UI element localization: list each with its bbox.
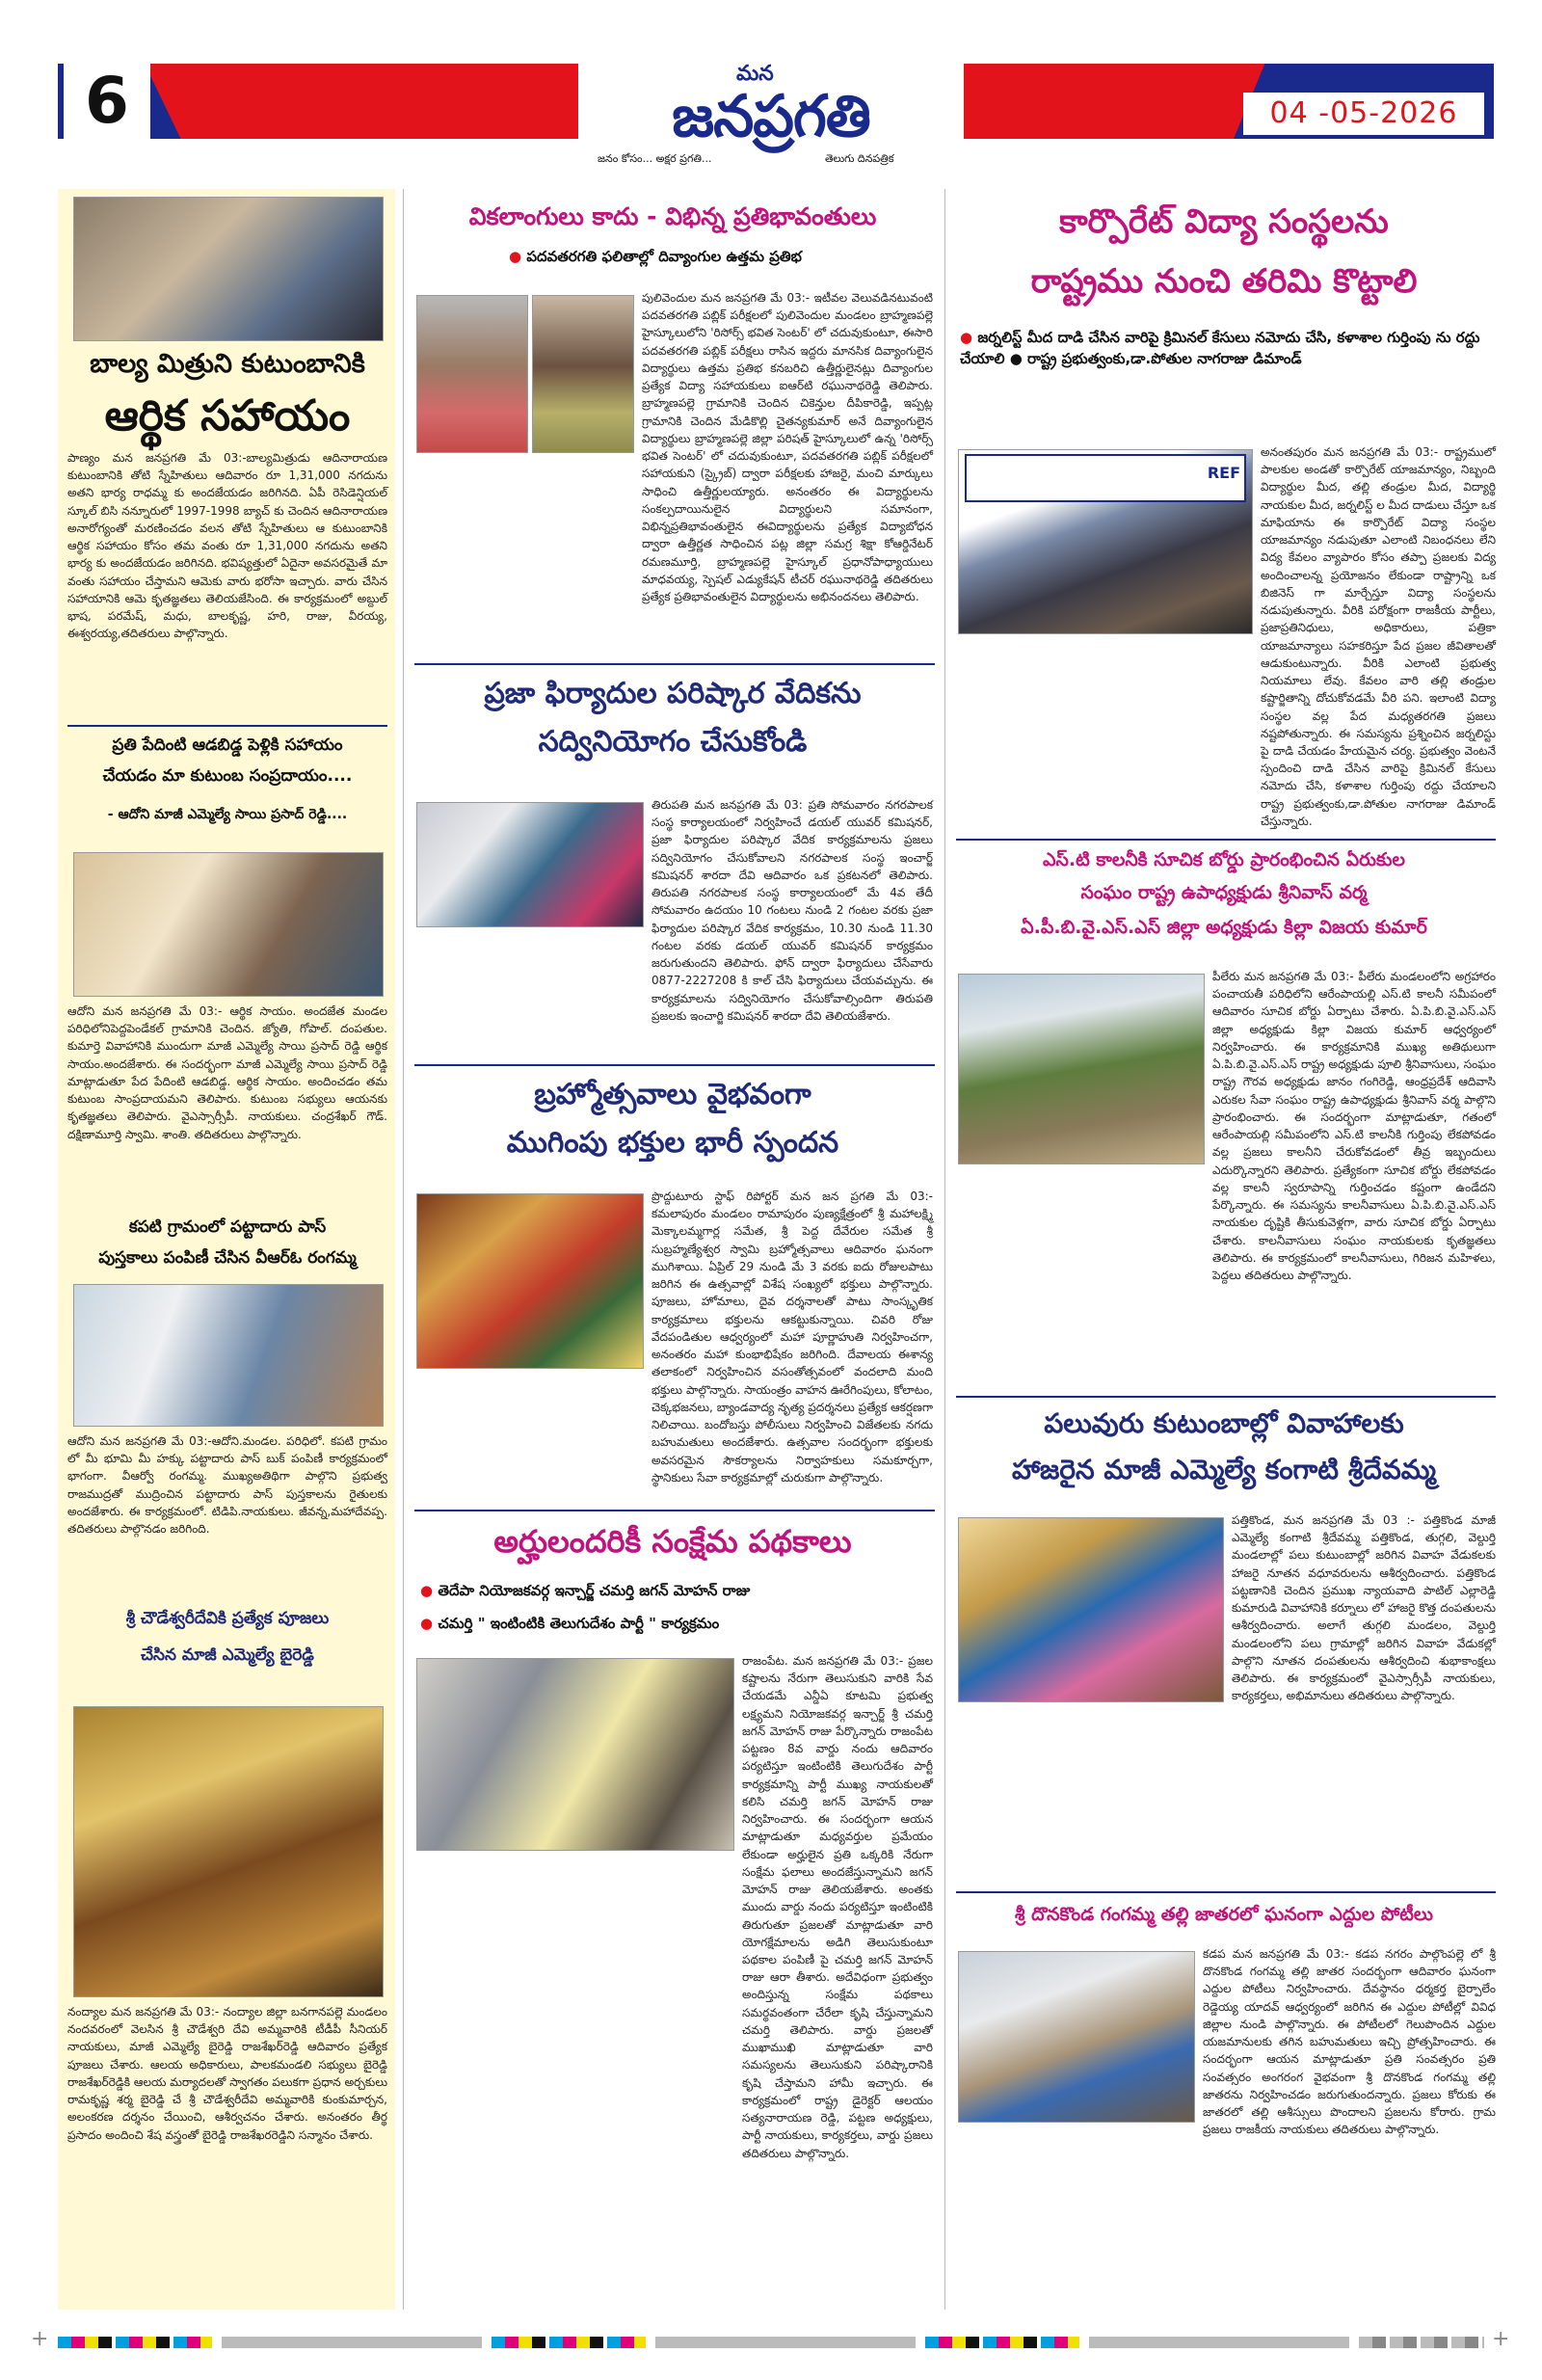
banner-text: REF (1207, 464, 1240, 482)
headline: బ్రహ్మోత్సవాలు వైభవంగా (534, 1078, 811, 1111)
sub-headline-text: పదవతరగతి ఫలితాల్లో దివ్యాంగుల ఉత్తమ ప్రతిభ (526, 248, 802, 265)
headline: ముగింపు భక్తుల భారీ స్పందన (506, 1126, 839, 1160)
article-body: పాణ్యం మన జనప్రగతి మే 03:-బాల్యమిత్రుడు ఆదినారాయణ కుటుంబానికి తోటి స్నేహితులు ఆదివారం రూ 1,31,000 నగదును అతని భార్య రాధమ్మ కు అందజేయడం జరిగినది. ఏపీ రెసిడెన్షియల్ స్కూల్ బిసి నన్నూరులో 1997-1998 బ్యాచ్ కు చెందిన ఆదినారాయణ అనారోగ్యంతో మరణించడం వలన తోటి స్నేహితులు ఆ కుటుంబానికి ఆర్థిక సహాయం కోసం తమ వంతు రూ 1,31,000 నగదును అతని భార్య కు అందజేయడం జరిగినది. భవిష్యత్తులో ఏదైనా అవసరమైతే మా వంతు సహాయం చేస్తామని ఆమెకు వారు భరోసా ఇచ్చారు. వారు చేసిన సహాయానికి ఆమె కృతజ్ఞతలు తెలియజేసింది. ఈ కార్యక్రమంలో అబ్దుల్ భాష, పరమేష్, మధు, బాలకృష్ణ, హరి, రాజు, వీరయ్య, ఈశ్వరయ్య,తదితరులు పాల్గొన్నారు. (67, 451, 387, 641)
news-photo (958, 974, 1205, 1164)
divider (67, 725, 387, 727)
headline: ఏ.పీ.బి.వై.ఎస్.ఎస్ జిల్లా అధ్యక్షుడు కిల్లా విజయ కుమార్ (1021, 917, 1427, 938)
news-photo (958, 1951, 1195, 2123)
color-bar (492, 2337, 646, 2348)
divider (956, 1396, 1496, 1398)
sub-headline (960, 328, 1490, 370)
divider (414, 1510, 935, 1511)
headline: ప్రతి పేదింటి ఆడబిడ్డ పెళ్లికి సహాయం (112, 735, 343, 755)
issue-date: 04 -05-2026 (1243, 93, 1484, 135)
headline: ప్రజా ఫిర్యాదుల పరిష్కార వేదికను (484, 677, 862, 710)
news-photo (73, 197, 384, 341)
bullet-icon: ● (420, 1582, 439, 1599)
headline: చేయడం మా కుటుంబ సంప్రదాయం.... (102, 766, 353, 786)
sub-headline-text: చమర్తి " ఇంటింటికి తెలుగుదేశం పార్టీ " కార్యక్రమం (438, 1615, 720, 1632)
byline: - ఆదోని మాజీ ఎమ్మెల్యే సాయి ప్రసాద్ రెడ్డి.... (107, 807, 348, 822)
banner-board (965, 454, 1246, 502)
article-body: ఆదోని మన జనప్రగతి మే 03:- ఆర్థిక సాయం. అందజేత మండల పరిధిలోనిపెద్దపెండేకల్ గ్రామానికి చెందిన. జ్యోతి, గోపాల్. దంపతుల. కుమార్తె వివాహానికి ముందుగా మాజీ ఎమ్మెల్యే సాయి ప్రసాద్ రెడ్డి ఆర్థిక సాయం.అందజేశారు. ఈ సందర్భంగా మాజీ ఎమ్మెల్యే సాయి ప్రసాద్ రెడ్డి మాట్లాడుతూ పేద పేదింటి ఆడబిడ్డ. ఆర్థిక సాయం. అందించడం తమ కుటుంబ సాంప్రదాయమని తెలిపారు. కుటుంబ సభ్యులు ఆయనకు కృతజ్ఞతలు తెలిపారు. వైఎస్సార్సీపీ. నాయకులు. చంద్రశేఖర్ గౌడ్. దక్షిణామూర్తి స్వామి. శాంతి. తదితరులు పాల్గొన్నారు. (67, 1004, 387, 1141)
divider (414, 1064, 935, 1066)
color-bar (1089, 2337, 1349, 2348)
column-rule (944, 189, 945, 2310)
article-body: తిరుపతి మన జనప్రగతి మే 03: ప్రతి సోమవారం నగరపాలక సంస్థ కార్యాలయంలో నిర్వహించే డయల్ యువర్ కమిషనర్, ప్రజా ఫిర్యాదుల పరిష్కార వేదిక కార్యక్రమాలను ప్రజలు సద్వినియోగం చేసుకోవాలని నగరపాలక సంస్థ ఇంచార్జ్ కమిషనర్ శారదా దేవి ఆదివారం ఒక ప్రకటనలో తెలిపారు. తిరుపతి నగరపాలక సంస్థ కార్యాలయంలో మే 4వ తేదీ సోమవారం ఉదయం 10 గంటలు నుండి 2 గంటల వరకు ప్రజా ఫిర్యాదుల పరిష్కార వేదిక కార్యక్రమం, 10.30 నుండి 11.30 గంటల వరకు డయల్ యువర్ కమిషనర్ కార్యక్రమం జరుగుతుందని తెలిపారు. ఫోన్ ద్వారా ఫిర్యాదులు చేసేవారు 0877-2227208 కి కాల్ చేసి ఫిర్యాదులు చేయవచ్చును. ఈ కార్యక్రమాలను సద్వినియోగం చేసుకోవాల్సిందిగా తిరుపతి ప్రజలకు ఇంచార్జి కమిషనర్ శారదా దేవి తెలియజేశారు. (651, 798, 933, 1023)
masthead-red-band-left (145, 64, 598, 139)
article-body: పత్తికొండ, మన జనప్రగతి మే 03 :- పత్తికొండ మాజీ ఎమ్మెల్యే కంగాటి శ్రీదేవమ్మ పత్తికొండ, తుగ్గలి, వెల్దుర్తి మండలాల్లో పలు కుటుంబాల్లో జరిగిన వివాహ వేడుకలకు హాజరై నూతన వధూవరులను ఆశీర్వదించారు. పత్తికొండ పట్టణానికి చెందిన ప్రముఖ న్యాయవాది పాటిల్ ఎల్లారెడ్డి కుమారుడి వివాహానికి కర్నూలు లో హాజరై కొత్త దంపతులను ఆశీర్వదించారు. అలాగే తుగ్గలి మండలం, వెల్దుర్తి మండలంలోని పలు గ్రామాల్లో జరిగిన వివాహ వేడుకల్లో పాల్గొని నూతన దంపతులను ఆశీర్వదించి శుభాకాంక్షలు తెలిపారు. ఈ కార్యక్రమంలో వైఎస్సార్సీపీ నాయకులు, కార్యకర్తలు, అభిమానులు తదితరులు పాల్గొన్నారు. (1232, 1513, 1496, 1703)
article-body: రాజంపేట. మన జనప్రగతి మే 03:- ప్రజల కష్టాలను నేరుగా తెలుసుకుని వారికి సేవ చేయడమే ఎన్డీఏ కూటమి ప్రభుత్వ లక్ష్యమని నియోజకవర్గ ఇన్చార్జ్ శ్రీ చమర్తి జగన్ మోహన్ రాజు పేర్కొన్నారు రాజంపేట పట్టణం 8వ వార్డు నందు ఆదివారం పర్యటిస్తూ ఇంటింటికి తెలుగుదేశం పార్టీ కార్యక్రమాన్ని పార్టీ ముఖ్య నాయకులతో కలిసి చమర్తి జగన్ మోహన్ రాజు నిర్వహించారు. ఈ సందర్భంగా ఆయన మాట్లాడుతూ మధ్యవర్తుల ప్రమేయం లేకుండా అర్హులైన ప్రతి ఒక్కరికి నేరుగా సంక్షేమ ఫలాలు అందజేస్తున్నామని జగన్ మోహన్ రాజు తెలియజేశారు. అంతకు ముందు వార్డు నందు పర్యటిస్తూ ఇంటింటికి తిరుగుతూ ప్రజలతో మాట్లాడుతూ వారి యోగక్షేమాలను అడిగి తెలుసుకుంటూ పథకాల పంపిణీ పై చమర్తి జగన్ మోహన్ రాజు ఆరా తీశారు. అదేవిధంగా ప్రభుత్వం అందిస్తున్న సంక్షేమ పథకాలు సమర్థవంతంగా చేరేలా కృషి చేస్తున్నామని చమర్తి తెలిపారు. వార్డు ప్రజలతో ముఖాముఖి మాట్లాడుతూ వారి సమస్యలను తెలుసుకుని పరిష్కారానికి కృషి చేస్తామని హామీ ఇచ్చారు. ఈ కార్యక్రమంలో రాష్ట్ర డైరెక్టర్ ఆలయం సత్యనారాయణ రెడ్డి, పట్టణ అధ్యక్షులు, పార్టీ నాయకులు, కార్యకర్తలు, వార్డు ప్రజలు తదితరులు పాల్గొన్నారు. (742, 1654, 933, 2160)
headline: శ్రీ చౌడేశ్వరీదేవికి ప్రత్యేక పూజలు (125, 1609, 330, 1628)
article-body: ప్రొద్దుటూరు స్టాఫ్ రిపోర్టర్ మన జన ప్రగతి మే 03:- కమలాపురం మండలం రామాపురం పుణ్యక్షేత్రంలో శ్రీ మహాలక్ష్మి మెక్కాలమ్మగార్ల సమేత, శ్రీ పెద్ద దేవేరుల సమేత శ్రీ సుబ్రహ్మణ్యేశ్వర స్వామి బ్రహ్మోత్సవాలు ఆదివారం ఘనంగా ముగిశాయి. ఏప్రిల్ 29 నుండి మే 3 వరకు ఐదు రోజులపాటు జరిగిన ఈ ఉత్సవాల్లో విశేష సంఖ్యలో భక్తులు పాల్గొన్నారు. పూజలు, హోమాలు, దైవ దర్శనాలతో పాటు సాంస్కృతిక కార్యక్రమాలు భక్తులను ఆకట్టుకున్నాయి. చివరి రోజు వేదపండితుల ఆధ్వర్యంలో మహా పూర్ణాహుతి నిర్వహించగా, అనంతరం మహా కుంభాభిషేకం జరిగింది. దేవాలయ ఈశాన్య తలాకంలో నిర్వహించిన వసంతోత్సవంలో వందలాది మంది భక్తులు పాల్గొన్నారు. సాయంత్రం వాహన ఊరేగింపులు, కోలాటం, చెక్కభజనలు, బ్యాండవాద్య నృత్య ప్రదర్శనలు ప్రత్యేక ఆకర్షణగా నిలిచాయి. బందోబస్తు పోలీసులు నిర్వహించి విజేతలకు నగదు బహుమతులు అందజేశారు. ఉత్సవాల సందర్భంగా భక్తులకు అవసరమైన సౌకర్యాలను నిర్వాహకులు సమకూర్చగా, స్థానికులు సేవా కార్యక్రమాల్లో చురుకుగా పాల్గొన్నారు. (651, 1190, 933, 1484)
news-photo (73, 1284, 384, 1427)
article-body: కడప మన జనప్రగతి మే 03:- కడప నగరం పాల్గొంపల్లె లో శ్రీ దొనకొండ గంగమ్మ తల్లి జాతర సందర్భంగా ఆదివారం ఘనంగా ఎద్దుల పోటీలు నిర్వహించారు. దేవస్థానం ధర్మకర్త బైర్పాలేం రెడ్డెయ్య యాదవ్ ఆధ్వర్యంలో జరిగిన ఈ ఎద్దుల పోటీల్లో వివిధ జిల్లాల నుండి పాల్గొన్నారు. ఈ పోటీలలో గెలుపొందిన ఎద్దుల యజమానులకు తగిన బహుమతులు ఇచ్చి ప్రోత్సహించారు. ఈ సందర్భంగా ఆయన మాట్లాడుతూ ప్రతి సంవత్సరం ప్రతి సంవత్సరం అంగరంగ వైభవంగా శ్రీ దొనకొండ గంగమ్మ తల్లి జాతరను నిర్వహించడం జరుగుతుందన్నారు. ప్రజలు కోరుకు ఈ జాతరలో తల్లి ఆశీస్సులు పొందాలని ప్రజలను కోరారు. గ్రామ ప్రజలు రాజకీయ నాయకులు తదితరులు పాల్గొన్నారు. (1203, 1947, 1496, 2137)
article-body: పులివెందుల మన జనప్రగతి మే 03:- ఇటీవల వెలువడినటువంటి పదవతరగతి పబ్లిక్ పరీక్షలలో పులివెందుల మండలం బ్రాహ్మణపల్లె హైస్కూలులోని 'రిసోర్స్ భవిత సెంటర్' లో చదువుకుంటూ, ఈసారి పదవతరగతి పబ్లిక్ పరీక్షలు రాసిన ఇద్దరు మానసిక దివ్యాంగులైన విద్యార్థులు ఉత్తమ ప్రతిభ కనబరిచి ఉత్తీర్ణులైనట్లు దివ్యాంగుల ప్రత్యేక విద్యా సహాయకులు ఐఆర్‌టి రఘునాథరెడ్డి తెలిపారు. బ్రాహ్మణపల్లె గ్రామానికి చెందిన చికెన్తుల దీపికారెడ్డి, ఇప్పట్ల గ్రామానికి చెందిన మేడికొల్లి చైతన్యకుమార్ అనే దివ్యాంగులైన విద్యార్థులు బ్రాహ్మణపల్లె జిల్లా పరిషత్ హైస్కూలులో ఉన్న 'రిసోర్స్ భవిత సెంటర్' లో చదువుకుంటూ, పదవతరగతి పబ్లిక్ పరీక్షలలో సహాయకుని (స్క్రైబ్) ద్వారా పరీక్షలకు హాజరై, మంచి మార్కులు సాధించి ఉత్తీర్ణులయ్యారు. అనంతరం ఈ విద్యార్థులను సంకల్పదాయినులైన విద్యార్థులని సమానంగా, విభిన్నప్రతిభావంతులైన ఈవిద్యార్థులను ప్రత్యేక విద్యాబోధన ద్వారా ఉత్తీర్ణత సాధించిన పట్ల జిల్లా సమగ్ర శిక్షా కోఆర్డినేటర్ రమణమూర్తి, బ్రాహ్మణపల్లె హైస్కూల్ ప్రధానోపాధ్యాయులు మాధవయ్య, స్పెషల్ ఎడ్యుకేషన్ టీచర్ రఘునాథరెడ్డి తదితరులు ప్రత్యేక ప్రతిభావంతులైన విద్యార్థులను అభినందనలు తెలిపారు. (642, 291, 933, 603)
news-photo (416, 1193, 644, 1369)
sub-headline-text: తెదేపా నియోజకవర్గ ఇన్చార్జ్ చమర్తి జగన్ మోహన్ రాజు (438, 1582, 751, 1599)
sub-headline-text: జర్నలిస్ట్ మీద దాడి చేసిన వారిపై క్రిమినల్ కేసులు నమోదు చేసి, కళాశాల గుర్తింపు ను రద్దు చేయాలి ● రాష్ట్ర ప్రభుత్వంకు,డా.పోతుల నాగరాజు డిమాండ్ (960, 329, 1480, 367)
headline: కపటి గ్రామంలో పట్టాదారు పాస్ (128, 1217, 327, 1237)
news-photo (73, 852, 384, 997)
column-rule (403, 189, 404, 2310)
article-body: ఆదోని మన జనప్రగతి మే 03:-ఆదోని.మండల. పరిధిలో. కపటి గ్రామం లో మీ భూమి మీ హక్కు పట్టాదారు పాస్ బుక్ పంపిణీ కార్యక్రమంలో భాగంగా. వీఆర్వో రంగమ్మ. ముఖ్యఅతిథిగా పాల్గొని ప్రభుత్వ రాజముద్రతో ముద్రించిన పట్టాదారు పాస్ పుస్తకాలను రైతులకు అందజేశారు. ఈ కార్యక్రమంలో. టిడిపి.నాయకులు. జీవన్న,మహాదేవప్ప. తదితరులు పాల్గొనడం జరిగింది. (67, 1434, 387, 1537)
logo-prefix: మన (736, 62, 774, 86)
headline: ఆర్థిక సహాయం (104, 391, 351, 441)
color-bar (1359, 2337, 1484, 2348)
bullet-icon: ● (960, 329, 978, 346)
divider (956, 1891, 1496, 1893)
news-photo (416, 1658, 734, 1851)
news-photo (73, 1706, 384, 1997)
headline: శ్రీ దొనకొండ గంగమ్మ తల్లి జాతరలో ఘనంగా ఎద్దుల పోటీలు (1015, 1904, 1433, 1925)
headline: పుస్తకాలు పంపిణీ చేసిన వీఆర్ఓ రంగమ్మ (98, 1248, 357, 1268)
edition-label: తెలుగు దినపత్రిక (825, 152, 894, 165)
divider (414, 663, 935, 665)
headline: చేసిన మాజీ ఎమ్మెల్యే బైరెడ్డి (141, 1645, 314, 1665)
student-photo (532, 295, 634, 453)
headline: బాల్య మిత్రుని కుటుంబానికి (90, 349, 365, 379)
news-photo (958, 449, 1253, 634)
bullet-icon: ● (509, 248, 527, 265)
color-bar (925, 2337, 1079, 2348)
headline: రాష్ట్రము నుంచి తరిమి కొట్టాలి (1030, 262, 1418, 301)
registration-mark-icon: + (1492, 2327, 1510, 2351)
logo-tagline: జనం కోసం... అక్షర ప్రగతి... (598, 152, 712, 165)
headline: ఎస్.టి కాలనీకి సూచిక బోర్డు ప్రారంభించిన ఏరుకుల (1043, 849, 1405, 870)
headline: సంఘం రాష్ట్ర ఉపాధ్యక్షుడు శ్రీనివాస్ వర్మ (1080, 882, 1368, 903)
masthead (0, 0, 1542, 183)
registration-mark-icon: + (31, 2327, 49, 2351)
bullet-icon: ● (420, 1615, 439, 1632)
headline: వికలాంగులు కాదు - విభిన్న ప్రతిభావంతులు (468, 202, 877, 230)
headline: పలువురు కుటుంబాల్లో వివాహాలకు (1044, 1407, 1404, 1439)
sub-headline (420, 1581, 933, 1602)
color-bar (222, 2337, 482, 2348)
page-number: 6 (64, 64, 150, 139)
divider (956, 839, 1496, 841)
sub-headline (420, 1614, 933, 1635)
article-body: పీలేరు మన జనప్రగతి మే 03:- పీలేరు మండలంలోని అగ్రహారం పంచాయతీ పరిధిలోని ఆరేంపాయల్లి ఎస్.టి కాలనీ సమీపంలో ఆదివారం సూచిక బోర్డు ఏర్పాటు చేశారు. ఏ.పి.బి.వై.ఎస్.ఎస్ జిల్లా అధ్యక్షుడు కిల్లా విజయ కుమార్ ఆధ్వర్యంలో నిర్వహించారు. ఈ కార్యక్రమానికి ముఖ్య అతిథులుగా ఏ.పి.బి.వై.ఎస్.ఎస్ రాష్ట్ర అధ్యక్షుడు పూలి శ్రీనివాసులు, సంఘం రాష్ట్ర గౌరవ అధ్యక్షుడు జానం గంగిరెడ్డి, ఆంధ్రప్రదేశ్ ఆదివాసి ఎరుకల సేవా సంఘం రాష్ట్ర ఉపాధ్యక్షుడు శ్రీనివాస్ వర్మ పాల్గొని ప్రారంభించారు. ఈ సందర్భంగా మాట్లాడుతూ, గతంలో ఆరేంపాయల్లి సమీపంలోని ఎస్.టి కాలనీకి గుర్తింపు లేకపోవడం వల్ల ప్రజలు కాలనీని చేరుకోవడంలో తీవ్ర ఇబ్బందులు ఎదుర్కొన్నారని తెలిపారు. ప్రత్యేకంగా సూచిక బోర్డు లేకపోవడం వల్ల కాలనీ స్వరూపాన్ని గుర్తించడం కష్టంగా ఉండేదని పేర్కొన్నారు. ఈ సమస్యను కాలనీవాసులు ఏ.పి.బి.వై.ఎస్.ఎస్ నాయకుల దృష్టికి తీసుకువెళ్లగా, వారు సూచిక బోర్డు ఏర్పాటు చేశారు. కాలనీవాసులు సంఘం నాయకులకు కృతజ్ఞతలు తెలిపారు. ఈ కార్యక్రమంలో కాలనీవాసులు, గిరిజన మహిళలు, పెద్దలు తదితరులు పాల్గొన్నారు. (1212, 970, 1496, 1282)
student-photo (416, 295, 528, 453)
headline: కార్పొరేట్ విద్యా సంస్థలను (1059, 202, 1389, 241)
headline: హాజరైన మాజీ ఎమ్మెల్యే కంగాటి శ్రీదేవమ్మ (1011, 1454, 1436, 1485)
article-body: నంద్యాల మన జనప్రగతి మే 03:- నంద్యాల జిల్లా బనగానపల్లె మండలం నందవరంలో వెలసిన శ్రీ చౌడేశ్వరి దేవి అమ్మవారికి టీడీపీ సీనియర్ నాయకులు, మాజీ ఎమ్మెల్యే బైరెడ్డి రాజశేఖర్‌రెడ్డి ఆదివారం ప్రత్యేక పూజలు చేశారు. ఆలయ అధికారులు, పాలకమండలి సభ్యులు బైరెడ్డి రాజశేఖర్‌రెడ్డికి ఆలయ మర్యాదలతో స్వాగతం పలుకగా ప్రధాన అర్చకులు రామకృష్ణ శర్మ బైరెడ్డి చే శ్రీ చౌడేశ్వరీదేవి అమ్మవారికి కుంకుమార్చన, అలంకరణ దర్శనం చేయించి, ఆశీర్వచనం చేశారు. అనంతరం తీర్థ ప్రసాదం అందించి శేష వస్త్రంతో బైరెడ్డి రాజశేఖరరెడ్డిని సన్మానం చేశారు. (67, 2005, 387, 2142)
newspaper-logo: జనప్రగతి (672, 83, 870, 150)
sub-headline (509, 247, 933, 268)
news-photo (958, 1517, 1224, 1702)
article-body: అనంతపురం మన జనప్రగతి మే 03:- రాష్ట్రములో పాలకుల అండతో కార్పొరేట్ యాజమాన్యం, నిబ్బంది విద్యార్థుల మీద, తల్లి తండ్రుల మీద, విద్యార్థి నాయకుల మీద, జర్నలిస్ట్ ల మీద దాడులు చేస్తూ ఒక మాఫియాను ఈ కార్పొరేట్ విద్యా సంస్థల యాజమాన్యం నడుపుతూ ఎలాంటి నిబంధనలు లేని విద్య కేవలం వ్యాపారం కోసం తప్పా ప్రజలకు విద్య అందించాలన్న ప్రయోజనం లేకుండా రాష్ట్రాన్ని ఒక బిజినెస్ గా మార్చేస్తూ విద్యా సంస్థలను నడుపుతున్నారు. వీరికి పరోక్షంగా రాజకీయ పార్టీలు, ప్రజాప్రతినిధులు, అధికారులు, పత్రికా యాజమాన్యాలు సహకరిస్తూ పేద ప్రజల జీవితాలతో ఆడుకుంటున్నారు. వీరికి ఎలాంటి ప్రభుత్వ నియమాలు లేవు. కేవలం వారి తల్లి తండ్రుల కష్టార్జితాన్ని దోచుకోవడమే వీరి పని. ఇలాంటి విద్యా సంస్థల వల్ల పేద మధ్యతరగతి ప్రజలు నష్టపోతున్నారు. ఈ సమస్యను ప్రశ్నించిన జర్నలిస్టు పై దాడి చేయడం హేయమైన చర్య. ప్రభుత్వం వెంటనే స్పందించి దాడి చేసిన వారిపై క్రిమినల్ కేసులు నమోదు చేసి, కళాశాల గుర్తింపు రద్దు చేయాలని రాష్ట్ర ప్రభుత్వంకు,డా.పోతుల నాగరాజు డిమాండ్ చేస్తున్నారు. (1261, 445, 1496, 828)
color-bar (58, 2337, 212, 2348)
color-bar (655, 2337, 916, 2348)
headline: అర్హులందరికీ సంక్షేమ పథకాలు (493, 1523, 852, 1560)
headline: సద్వినియోగం చేసుకోండి (538, 725, 808, 759)
news-photo (416, 802, 644, 927)
